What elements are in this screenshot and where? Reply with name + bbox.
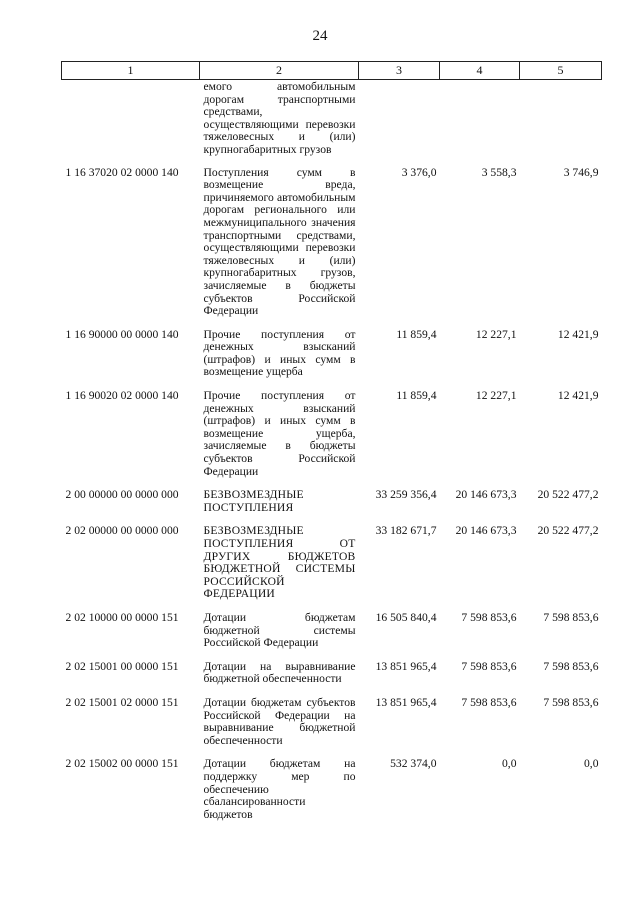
value-col-3: 11 859,4 bbox=[396, 389, 437, 403]
item-name: БЕЗВОЗМЕЗДНЫЕ ПОСТУПЛЕНИЯ ОТ ДРУГИХ БЮДЖЕТОВ БЮДЖЕТНОЙ СИСТЕМЫ РОССИЙСКОЙ ФЕДЕРАЦИИ bbox=[203, 524, 356, 601]
value-col-5: 7 598 853,6 bbox=[543, 610, 599, 624]
item-name: Дотации бюджетам субъектов Российской Федерации на выравнивание бюджетной обеспеченности bbox=[203, 695, 356, 747]
column-header-5: 5 bbox=[520, 62, 602, 80]
value-col-3: 33 182 671,7 bbox=[375, 524, 437, 538]
table-row bbox=[62, 329, 602, 390]
table-header-row bbox=[62, 62, 602, 80]
value-col-3: 16 505 840,4 bbox=[375, 610, 437, 624]
value-col-3: 532 374,0 bbox=[390, 757, 437, 771]
value-col-4: 20 146 673,3 bbox=[455, 524, 517, 538]
table-row bbox=[62, 489, 602, 525]
value-col-3 bbox=[359, 80, 440, 167]
value-col-5: 20 522 477,2 bbox=[537, 524, 599, 538]
value-col-3: 13 851 965,4 bbox=[375, 659, 437, 673]
value-col-5: 7 598 853,6 bbox=[543, 659, 599, 673]
item-name: Дотации на выравнивание бюджетной обеспеченности bbox=[203, 659, 356, 686]
value-col-5: 12 421,9 bbox=[557, 327, 599, 341]
budget-code: 2 00 00000 00 0000 000 bbox=[65, 488, 179, 502]
value-col-5: 20 522 477,2 bbox=[537, 488, 599, 502]
value-col-3: 11 859,4 bbox=[396, 327, 437, 341]
value-col-5: 0,0 bbox=[584, 757, 599, 771]
item-name: БЕЗВОЗМЕЗДНЫЕ ПОСТУПЛЕНИЯ bbox=[203, 488, 304, 514]
column-header-4: 4 bbox=[440, 62, 520, 80]
table-row bbox=[62, 167, 602, 329]
value-col-4: 3 558,3 bbox=[481, 165, 517, 179]
item-name: Прочие поступления от денежных взысканий (штрафов) и иных сумм в возмещение ущерба, зачисляемые в бюджеты субъектов Российской Федерации bbox=[203, 389, 356, 478]
budget-code: 2 02 15002 00 0000 151 bbox=[65, 757, 179, 771]
table-row bbox=[62, 390, 602, 489]
value-col-4: 7 598 853,6 bbox=[461, 659, 517, 673]
value-col-3: 3 376,0 bbox=[401, 165, 437, 179]
budget-code: 1 16 90020 02 0000 140 bbox=[65, 389, 179, 403]
budget-code: 2 02 15001 00 0000 151 bbox=[65, 659, 179, 673]
budget-code: 2 02 10000 00 0000 151 bbox=[65, 610, 179, 624]
table-row bbox=[62, 612, 602, 661]
value-col-5 bbox=[520, 80, 602, 167]
budget-code: 1 16 90000 00 0000 140 bbox=[65, 327, 179, 341]
item-name: Дотации бюджетам бюджетной системы Российской Федерации bbox=[203, 610, 356, 650]
table-row bbox=[62, 80, 602, 167]
budget-code bbox=[62, 80, 200, 167]
value-col-4 bbox=[440, 80, 520, 167]
column-header-1: 1 bbox=[62, 62, 200, 80]
budget-code: 1 16 37020 02 0000 140 bbox=[65, 165, 179, 179]
item-name: Прочие поступления от денежных взысканий (штрафов) и иных сумм в возмещение ущерба bbox=[203, 327, 356, 379]
item-name: Поступления сумм в возмещение вреда, причиняемого автомобильным дорогам регионального или межмуниципального значения транспортными средствами, осуществляющими перевозки тяжеловесных и (или) крупногабаритных грузов, зачисляемые в бюджеты субъектов Российской Федерации bbox=[203, 165, 356, 318]
value-col-3: 13 851 965,4 bbox=[375, 695, 437, 709]
table-row bbox=[62, 661, 602, 697]
value-col-3: 33 259 356,4 bbox=[375, 488, 437, 502]
page-number: 24 bbox=[312, 28, 328, 44]
table-row bbox=[62, 525, 602, 612]
budget-table bbox=[61, 61, 602, 832]
value-col-5: 12 421,9 bbox=[557, 389, 599, 403]
budget-code: 2 02 15001 02 0000 151 bbox=[65, 695, 179, 709]
value-col-5: 7 598 853,6 bbox=[543, 695, 599, 709]
column-header-3: 3 bbox=[359, 62, 440, 80]
table-row bbox=[62, 697, 602, 758]
item-name: Дотации бюджетам на поддержку мер по обеспечению сбалансированности бюджетов bbox=[203, 757, 356, 821]
column-header-2: 2 bbox=[200, 62, 359, 80]
value-col-4: 7 598 853,6 bbox=[461, 610, 517, 624]
budget-code: 2 02 00000 00 0000 000 bbox=[65, 524, 179, 538]
value-col-4: 0,0 bbox=[502, 757, 517, 771]
value-col-4: 7 598 853,6 bbox=[461, 695, 517, 709]
table-row bbox=[62, 758, 602, 832]
value-col-4: 12 227,1 bbox=[475, 389, 517, 403]
value-col-4: 12 227,1 bbox=[475, 327, 517, 341]
value-col-4: 20 146 673,3 bbox=[455, 488, 517, 502]
item-name: емого автомобильным дорогам транспортными средствами, осуществляющими перевозки тяжеловесных и (или) крупногабаритных грузов bbox=[203, 80, 356, 156]
value-col-5: 3 746,9 bbox=[563, 165, 599, 179]
